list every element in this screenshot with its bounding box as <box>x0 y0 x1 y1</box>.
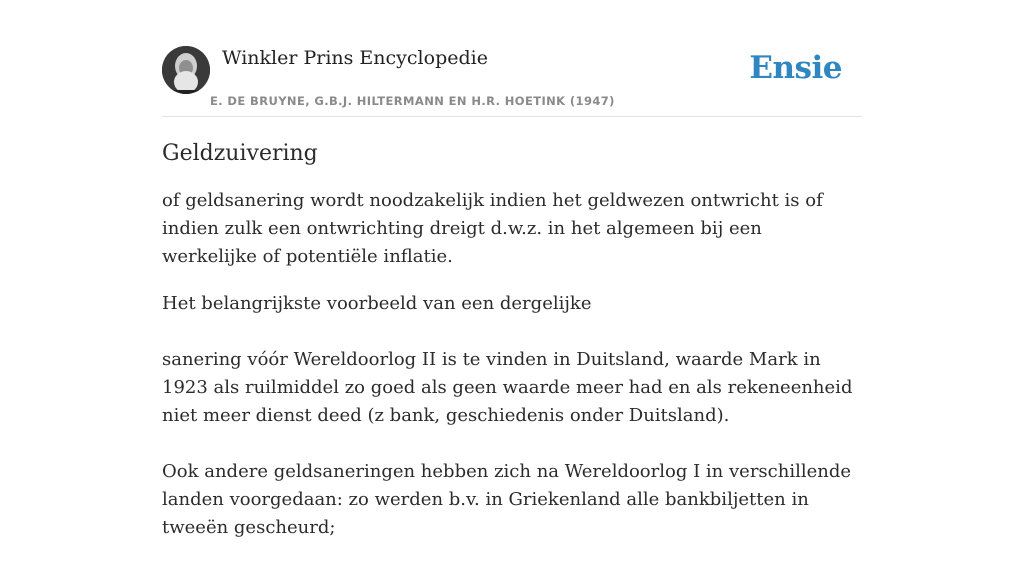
article-paragraph: Ook andere geldsaneringen hebben zich na Wereldoorlog I in verschillende landen voorgedaan: zo werden b.v. in Griekenland alle bankbiljetten in tweeën gescheurd; <box>162 461 852 538</box>
author-portrait-icon <box>162 46 210 94</box>
book-title[interactable]: Winkler Prins Encyclopedie <box>222 47 488 69</box>
ensie-logo[interactable]: Ensie <box>749 50 842 86</box>
author-avatar[interactable] <box>162 46 210 94</box>
page-title: Geldzuivering <box>162 141 318 166</box>
article-paragraph: Het belangrijkste voorbeeld van een dergelijke <box>162 293 592 314</box>
article-paragraph: sanering vóór Wereldoorlog II is te vinden in Duitsland, waarde Mark in 1923 als ruilmiddel zo goed als geen waarde meer had en als rekeneenheid niet meer dienst deed (z bank, geschiedenis onder Duitsland). <box>162 349 853 426</box>
article-paragraph: of geldsanering wordt noodzakelijk indien het geldwezen ontwricht is of indien zulk een ontwrichting dreigt d.w.z. in het algemeen bij een werkelijke of potentiële inflatie. <box>162 190 823 267</box>
article-content <box>162 137 862 561</box>
book-header <box>162 46 862 117</box>
book-authors: E. DE BRUYNE, G.B.J. HILTERMANN EN H.R. HOETINK (1947) <box>210 94 615 108</box>
